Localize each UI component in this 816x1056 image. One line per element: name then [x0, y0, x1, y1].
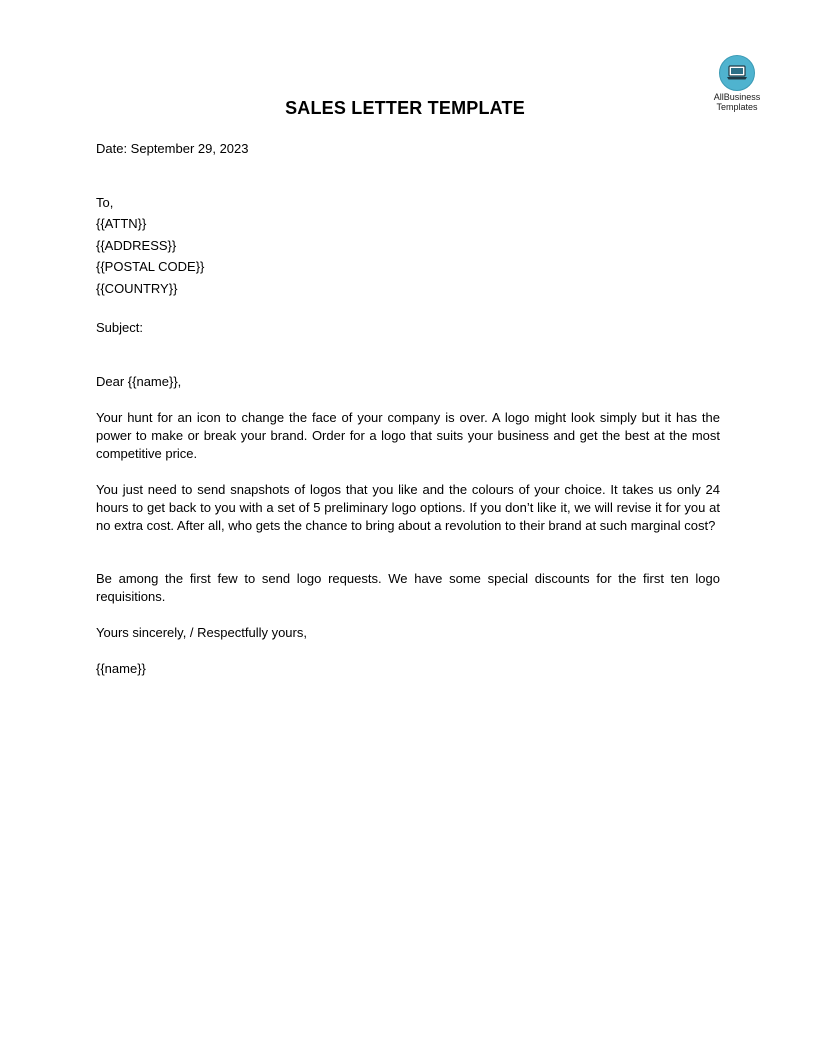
- letter-subject: Subject:: [96, 320, 143, 335]
- letter-date: Date: September 29, 2023: [96, 141, 249, 156]
- logo-text-line1: AllBusiness: [713, 92, 761, 102]
- address-country: {{COUNTRY}}: [96, 281, 178, 296]
- document-title: SALES LETTER TEMPLATE: [285, 98, 525, 118]
- address-attn: {{ATTN}}: [96, 216, 147, 231]
- address-postal-code: {{POSTAL CODE}}: [96, 259, 205, 274]
- laptop-icon-graphic: [726, 65, 748, 81]
- body-paragraph-3: Be among the first few to send logo requests. We have some special discounts for the first ten logo requisitions.: [96, 571, 720, 604]
- body-paragraph-2: You just need to send snapshots of logos that you like and the colours of your choice. It takes us only 24 hours to get back to you with a set of 5 preliminary logo options. If you don’t like it, we will revise it for you at no extra cost. After all, who gets the chance to bring about a revolution to their brand at such marginal cost?: [96, 482, 720, 533]
- body-paragraph-1: Your hunt for an icon to change the face of your company is over. A logo might look simply but it has the power to make or break your brand. Order for a logo that suits your business and get the best at the most competitive price.: [96, 410, 720, 461]
- letter-salutation: Dear {{name}},: [96, 374, 182, 389]
- address-street: {{ADDRESS}}: [96, 238, 177, 253]
- logo-text-line2: Templates: [716, 102, 758, 112]
- laptop-icon: [719, 55, 755, 91]
- address-to: To,: [96, 195, 114, 210]
- letter-closing: Yours sincerely, / Respectfully yours,: [96, 625, 307, 640]
- letter-signature: {{name}}: [96, 661, 146, 676]
